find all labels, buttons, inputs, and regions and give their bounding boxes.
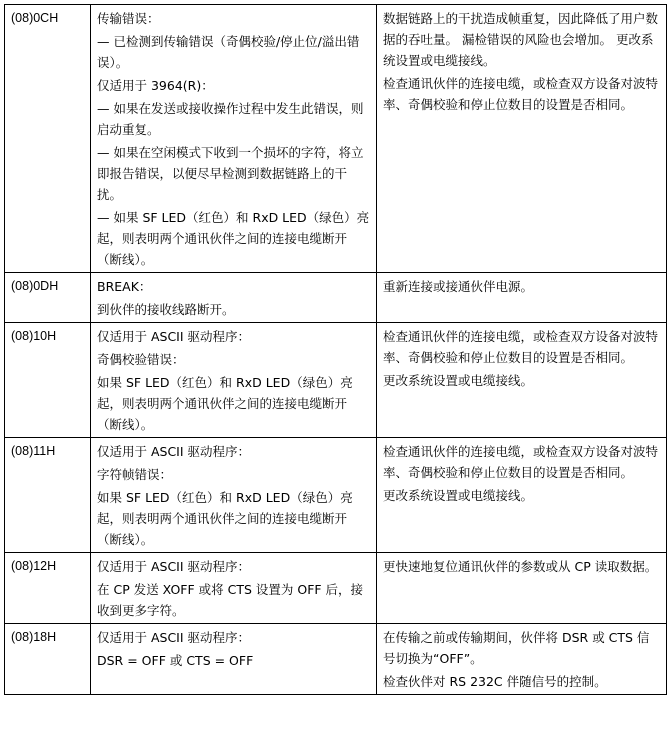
remedy-cell: [377, 438, 667, 553]
description-line: 字符帧错误：: [97, 467, 173, 482]
table-row: [5, 553, 667, 624]
error-code-table-body: [5, 5, 667, 695]
description-line: 仅适用于 ASCII 驱动程序：: [97, 329, 251, 344]
remedy-line: 检查通讯伙伴的连接电缆，或检查双方设备对波特率、奇偶校验和停止位数目的设置是否相同。: [383, 444, 659, 480]
description-line: 仅适用于 3964(R)：: [97, 78, 214, 93]
description-line: 到伙伴的接收线路断开。: [97, 302, 235, 317]
remedy-line: 检查伙伴对 RS 232C 伴随信号的控制。: [383, 674, 607, 689]
description-line: 传输错误：: [97, 11, 160, 26]
error-code-cell: (08)12H: [5, 553, 91, 624]
description-line: — 已检测到传输错误（奇偶校验/停止位/溢出错误）。: [97, 34, 360, 70]
error-code-table: [4, 4, 667, 695]
error-code-cell: (08)11H: [5, 438, 91, 553]
remedy-cell: [377, 624, 667, 695]
description-line: 如果 SF LED（红色）和 RxD LED（绿色）亮起，则表明两个通讯伙伴之间的连接电缆断开（断线）。: [97, 375, 353, 432]
error-description-cell: [91, 624, 377, 695]
description-line: 在 CP 发送 XOFF 或将 CTS 设置为 OFF 后，接收到更多字符。: [97, 582, 364, 618]
error-description-cell: [91, 323, 377, 438]
description-line: 仅适用于 ASCII 驱动程序：: [97, 630, 251, 645]
error-code-cell: (08)18H: [5, 624, 91, 695]
remedy-cell: [377, 553, 667, 624]
error-description-cell: [91, 5, 377, 273]
description-line: BREAK：: [97, 279, 152, 294]
error-code-cell: (08)0CH: [5, 5, 91, 273]
error-description-cell: [91, 553, 377, 624]
table-row: [5, 273, 667, 323]
description-line: 奇偶校验错误：: [97, 352, 185, 367]
description-line: 仅适用于 ASCII 驱动程序：: [97, 444, 251, 459]
remedy-line: 在传输之前或传输期间，伙伴将 DSR 或 CTS 信号切换为“OFF”。: [383, 630, 650, 666]
remedy-line: 检查通讯伙伴的连接电缆，或检查双方设备对波特率、奇偶校验和停止位数目的设置是否相同。: [383, 76, 659, 112]
remedy-line: 重新连接或接通伙伴电源。: [383, 279, 534, 294]
remedy-line: 检查通讯伙伴的连接电缆，或检查双方设备对波特率、奇偶校验和停止位数目的设置是否相同。: [383, 329, 659, 365]
remedy-line: 数据链路上的干扰造成帧重复，因此降低了用户数据的吞吐量。 漏检错误的风险也会增加。 更改系统设置或电缆接线。: [383, 11, 659, 68]
remedy-line: 更改系统设置或电缆接线。: [383, 373, 534, 388]
description-line: 如果 SF LED（红色）和 RxD LED（绿色）亮起，则表明两个通讯伙伴之间的连接电缆断开（断线）。: [97, 490, 353, 547]
remedy-line: 更快速地复位通讯伙伴的参数或从 CP 读取数据。: [383, 559, 658, 574]
description-line: DSR = OFF 或 CTS = OFF: [97, 653, 254, 668]
remedy-cell: [377, 323, 667, 438]
description-line: — 如果 SF LED（红色）和 RxD LED（绿色）亮起，则表明两个通讯伙伴之间的连接电缆断开（断线）。: [97, 210, 370, 267]
error-code-cell: (08)10H: [5, 323, 91, 438]
description-line: 仅适用于 ASCII 驱动程序：: [97, 559, 251, 574]
error-description-cell: [91, 438, 377, 553]
table-row: [5, 624, 667, 695]
table-row: [5, 323, 667, 438]
error-description-cell: [91, 273, 377, 323]
remedy-cell: [377, 5, 667, 273]
description-line: — 如果在空闲模式下收到一个损坏的字符，将立即报告错误，以便尽早检测到数据链路上的干扰。: [97, 145, 364, 202]
description-line: — 如果在发送或接收操作过程中发生此错误，则启动重复。: [97, 101, 364, 137]
remedy-line: 更改系统设置或电缆接线。: [383, 488, 534, 503]
table-row: [5, 438, 667, 553]
error-code-cell: (08)0DH: [5, 273, 91, 323]
remedy-cell: [377, 273, 667, 323]
table-row: [5, 5, 667, 273]
